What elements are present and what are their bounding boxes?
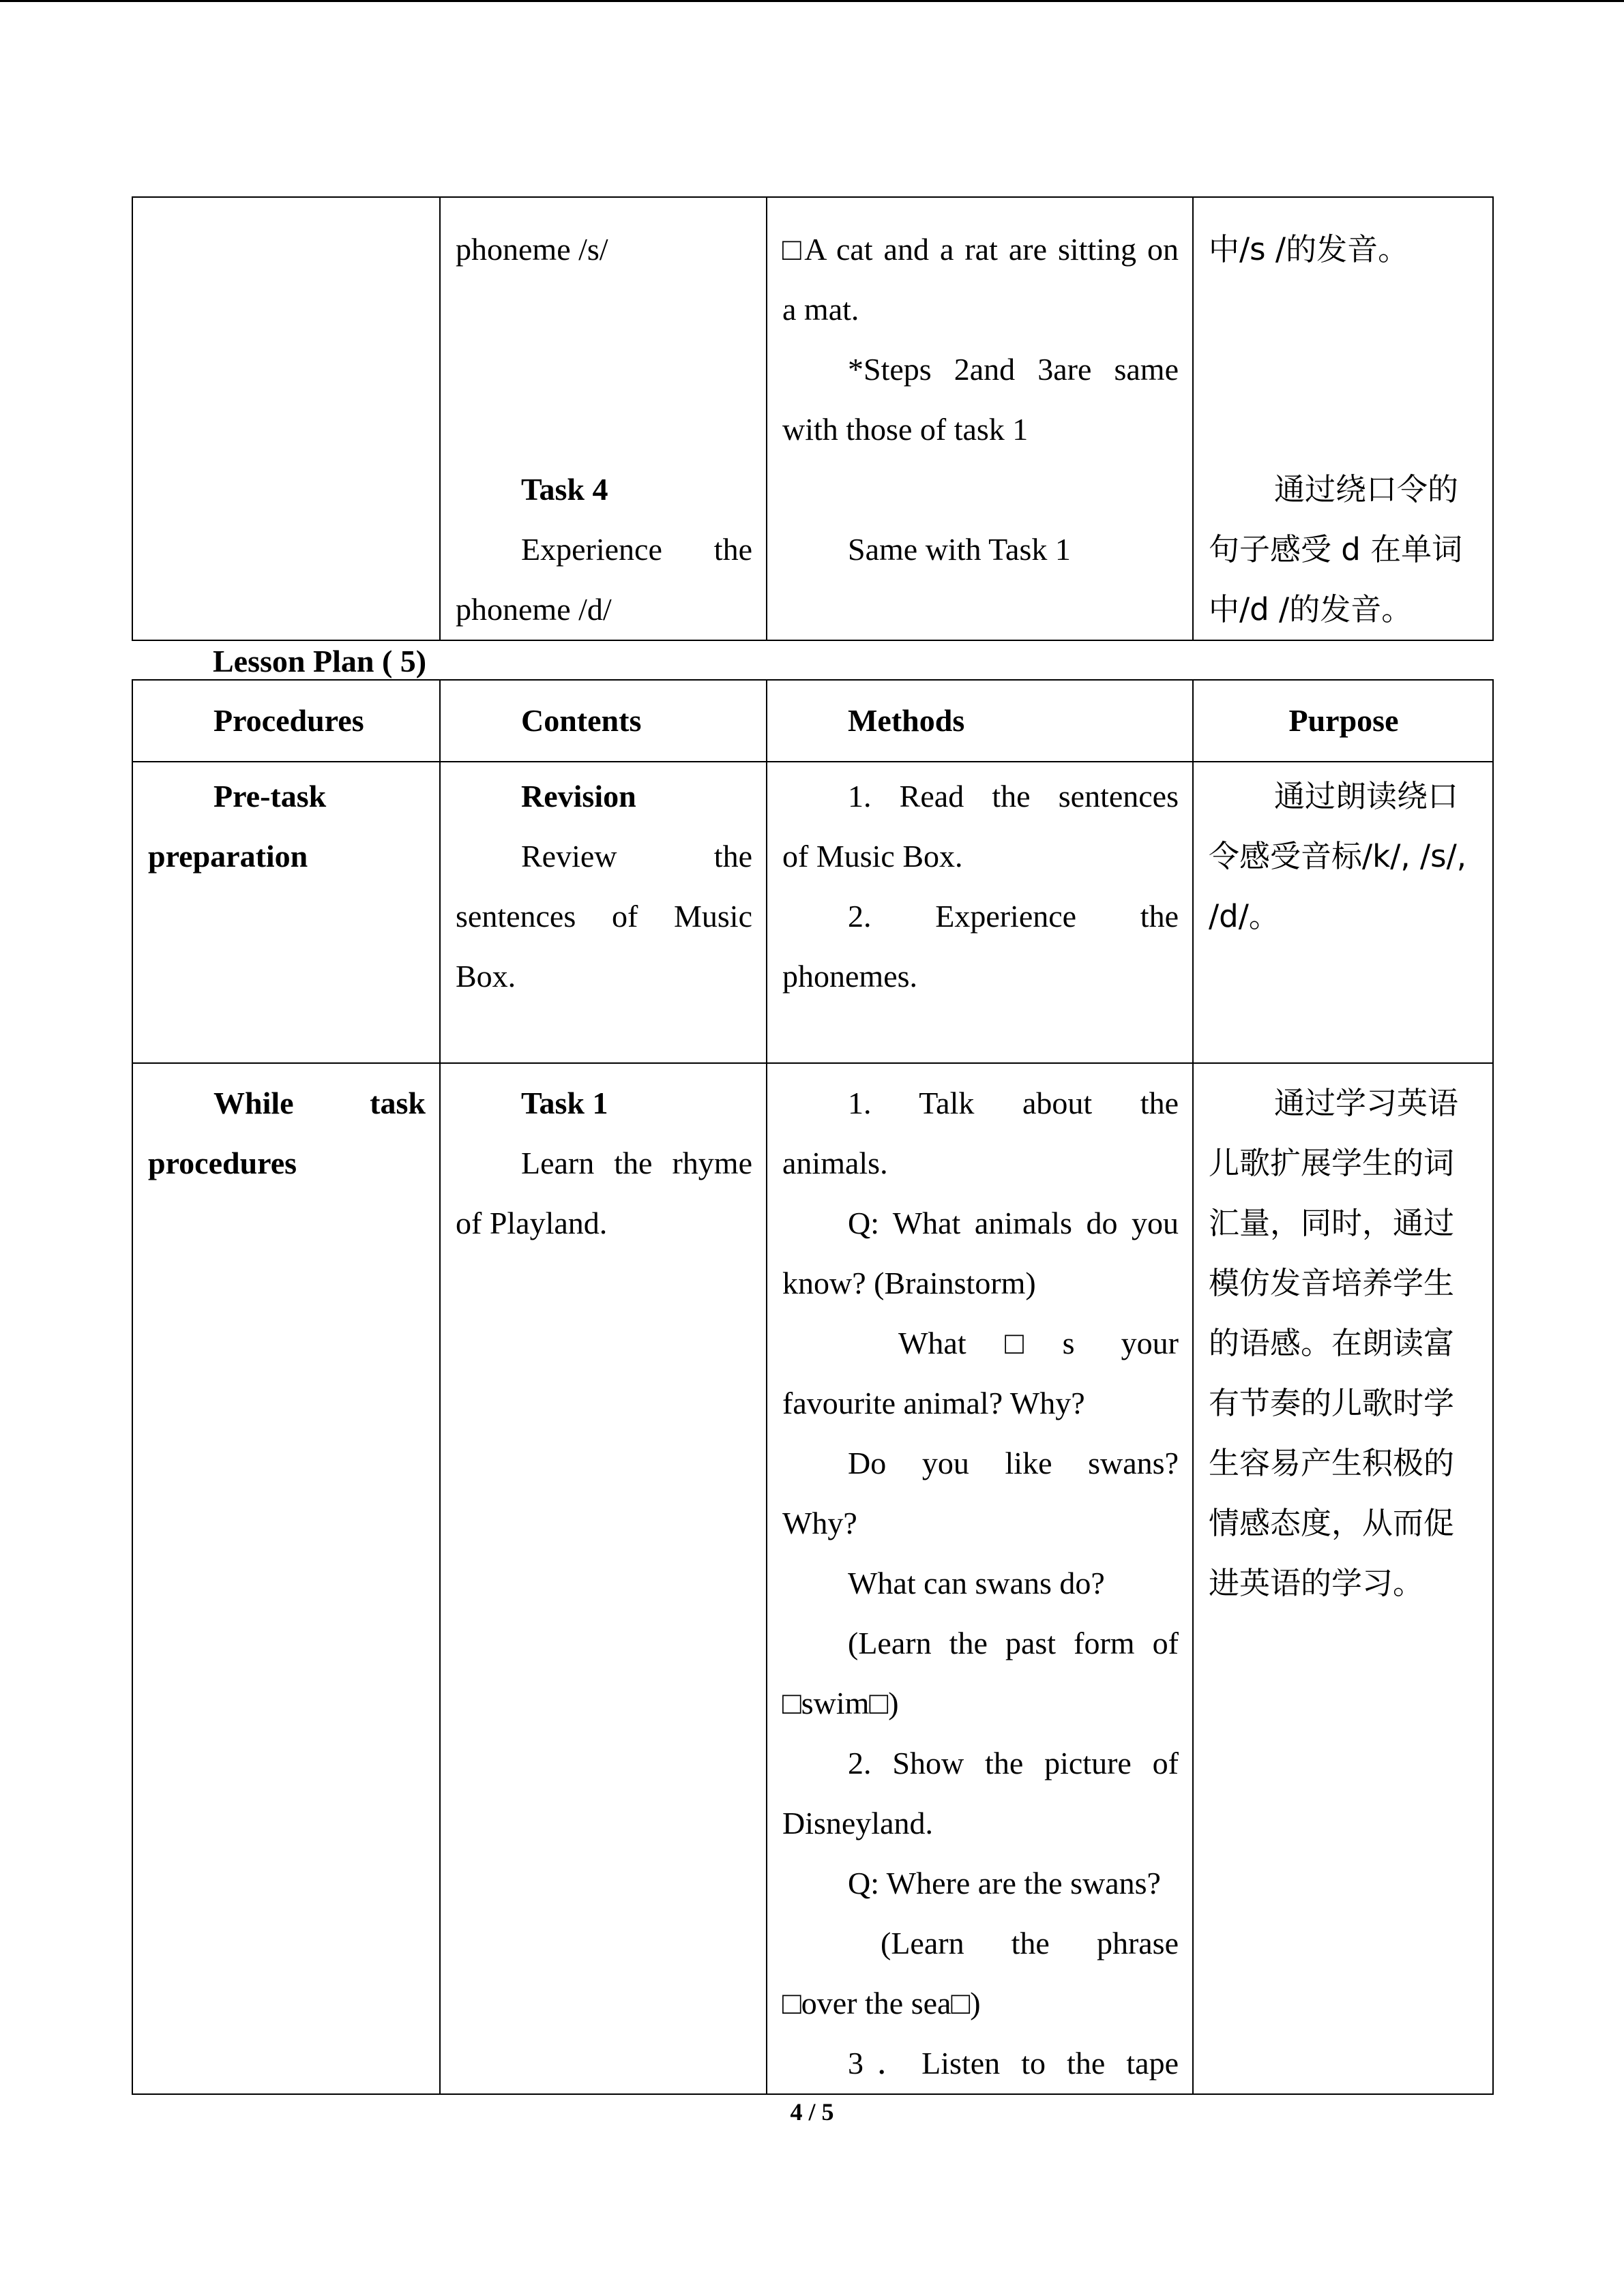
task1-title: Task 1 <box>521 1086 608 1120</box>
lesson-plan-caption: Lesson Plan ( 5) <box>213 644 427 679</box>
table-row <box>132 762 1493 1063</box>
contents-cell: Task 1 Learn the rhyme of Playland. <box>440 1063 767 2094</box>
purpose-line: 中/d /的发音。 <box>1209 591 1413 627</box>
purpose-line: 通过绕口令的 <box>1274 471 1459 507</box>
methods-line: *Steps 2and 3are same <box>848 352 1179 387</box>
contents-line: phoneme /d/ <box>456 592 612 627</box>
revision-title: Revision <box>521 779 636 814</box>
lesson-plan-table <box>132 679 1494 2095</box>
methods-cell: 1. Talk about the animals. Q: What animals do you know? (Brainstorm) What□s your favourite animal? Why? Do you like swans? Why? What can swans do? (Learn the past form of □swim□) 2. Show the picture of Disneyland. Q: Where are the swans? (Learn the phrase □over the sea□) 3．Listen to the tape <box>767 1063 1193 2094</box>
procedure-cell: Pre-task preparation <box>132 762 440 1063</box>
purpose-cell <box>1193 197 1493 640</box>
table-row <box>132 1063 1493 2094</box>
header-purpose: Purpose <box>1193 680 1493 762</box>
contents-line: Experience the <box>521 532 752 567</box>
contents-line: phoneme /s/ <box>456 232 608 267</box>
header-contents: Contents <box>440 680 767 762</box>
header-procedures: Procedures <box>132 680 440 762</box>
purpose-cell: 通过学习英语 儿歌扩展学生的词 汇量，同时，通过 模仿发音培养学生 的语感。在朗读富 有节奏的儿歌时学 生容易产生积极的 情感态度，从而促 进英语的学习。 <box>1193 1063 1493 2094</box>
methods-line: □A cat and a rat are sitting on <box>782 232 1179 267</box>
procedure-cell-empty <box>132 197 440 640</box>
purpose-cell: 通过朗读绕口 令感受音标/k/, /s/, /d/。 <box>1193 762 1493 1063</box>
procedure-cell: While task procedures <box>132 1063 440 2094</box>
methods-line: with those of task 1 <box>782 412 1029 447</box>
methods-cell: 1. Read the sentences of Music Box. 2. Experience the phonemes. <box>767 762 1193 1063</box>
purpose-line: 句子感受 d 在单词 <box>1209 531 1463 567</box>
contents-cell: Revision Review the sentences of Music Box. <box>440 762 767 1063</box>
methods-line: a mat. <box>782 292 859 327</box>
methods-cell <box>767 197 1193 640</box>
contents-cell <box>440 197 767 640</box>
methods-line: Same with Task 1 <box>848 532 1071 567</box>
purpose-line: 中/s /的发音。 <box>1209 231 1409 267</box>
page-number: 4 / 5 <box>790 2098 834 2126</box>
continued-lesson-table <box>132 196 1494 641</box>
header-methods: Methods <box>767 680 1193 762</box>
task4-title: Task 4 <box>521 472 608 507</box>
page-top-rule <box>0 0 1624 2</box>
